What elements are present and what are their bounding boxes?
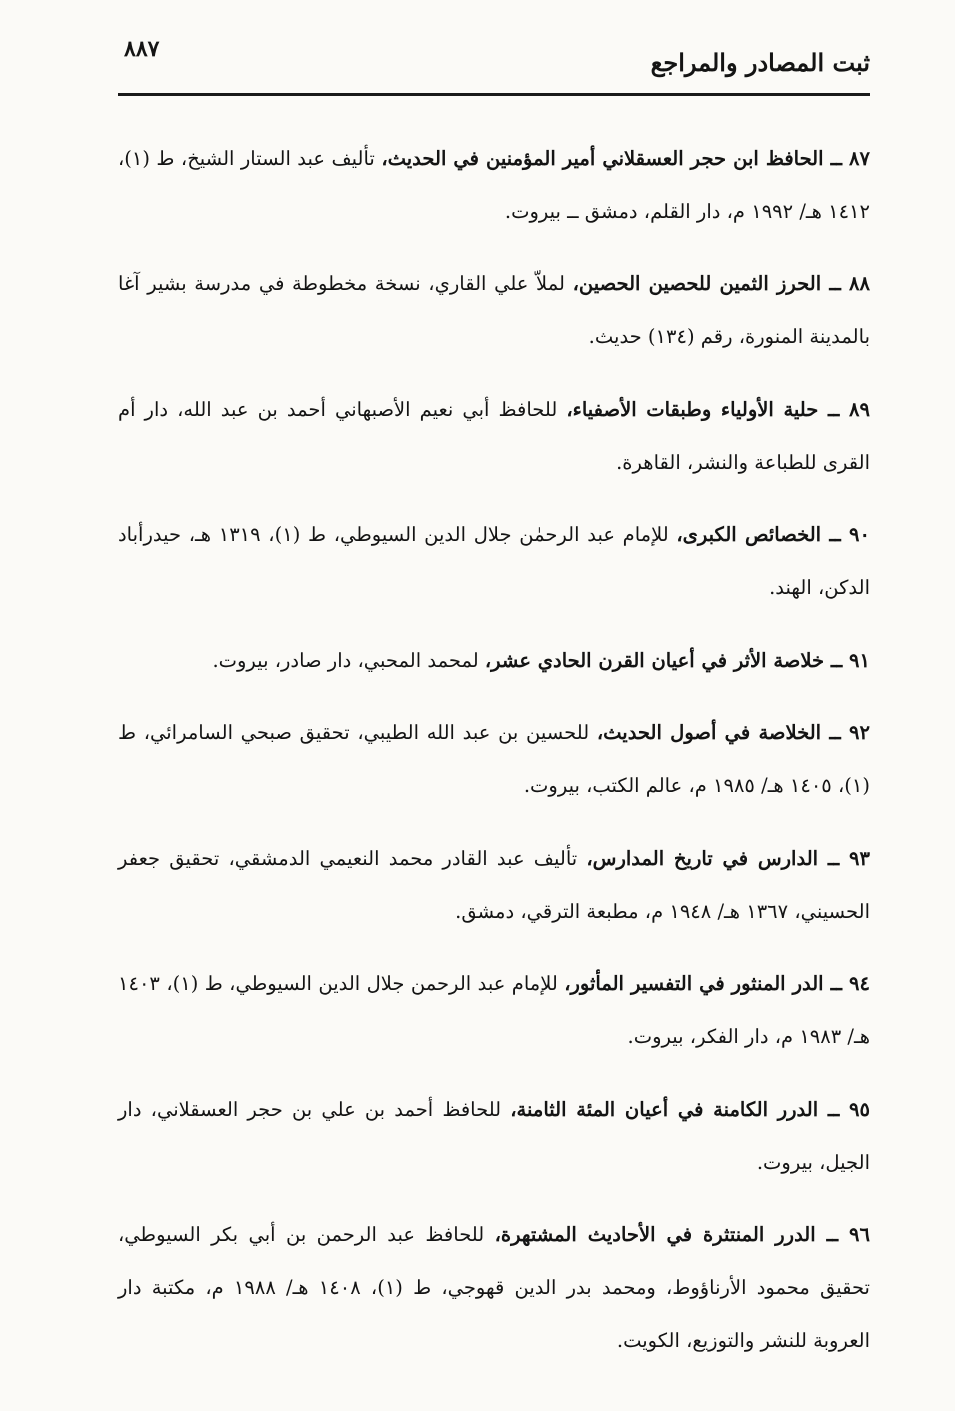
entry-details: للحافظ عبد الرحمن بن أبي بكر السيوطي، تحقيق محمود الأرناؤوط، ومحمد بدر الدين قهوجي، ط (١)، ١٤٠٨ هـ/ ١٩٨٨ م، مكتبة دار العروبة للنشر والتوزيع، الكويت. (118, 1223, 870, 1352)
page-number: ٨٨٧ (124, 36, 160, 62)
entry-number: ٨٨ (849, 272, 870, 295)
entry-title: حلية الأولياء وطبقات الأصفياء، (566, 397, 819, 421)
entry-number: ٩٣ (849, 846, 870, 870)
bibliography-entry: ٨٨ ــ الحرز الثمين للحصين الحصين، لملاّ علي القاري، نسخة مخطوطة في مدرسة بشير آغا بالمدينة المنورة، رقم (١٣٤) حديث. (118, 272, 870, 348)
entry-details: للحسين بن عبد الله الطيبي، تحقيق صبحي السامرائي، ط (١)، ١٤٠٥ هـ/ ١٩٨٥ م، عالم الكتب، بيروت. (118, 721, 870, 797)
bibliography-entry: ٩٣ ــ الدارس في تاريخ المدارس، تأليف عبد القادر محمد النعيمي الدمشقي، تحقيق جعفر الحسيني، ١٣٦٧ هـ/ ١٩٤٨ م، مطبعة الترقي، دمشق. (118, 846, 870, 923)
entry-title: الدارس في تاريخ المدارس، (586, 846, 819, 870)
entry-number: ٩٦ (849, 1223, 870, 1246)
header-rule (118, 93, 870, 96)
entry-number: ٩٢ (849, 721, 870, 744)
running-title: ثبت المصادر والمراجع (650, 48, 870, 77)
entry-details: تأليف عبد الستار الشيخ، ط (١)، ١٤١٢ هـ/ ١٩٩٢ م، دار القلم، دمشق ــ بيروت. (118, 146, 870, 223)
entry-details: تأليف عبد القادر محمد النعيمي الدمشقي، تحقيق جعفر الحسيني، ١٣٦٧ هـ/ ١٩٤٨ م، مطبعة الترقي، دمشق. (118, 846, 870, 923)
bibliography-entry: ٨٧ ــ الحافظ ابن حجر العسقلاني أمير المؤمنين في الحديث، تأليف عبد الستار الشيخ، ط (١)، ١٤١٢ هـ/ ١٩٩٢ م، دار القلم، دمشق ــ بيروت. (118, 146, 870, 223)
bibliography-list (118, 112, 870, 1373)
entry-title: الحرز الثمين للحصين الحصين، (572, 272, 822, 295)
entry-number: ٨٧ (849, 146, 870, 170)
entry-details: للحافظ أحمد بن علي بن حجر العسقلاني، دار الجيل، بيروت. (118, 1097, 870, 1174)
entry-details: للإمام عبد الرحمٰن جلال الدين السيوطي، ط (١)، ١٣١٩ هـ، حيدرأباد الدكن، الهند. (118, 523, 870, 599)
bibliography-entry: ٩٤ ــ الدر المنثور في التفسير المأثور، للإمام عبد الرحمن جلال الدين السيوطي، ط (١)، ١٤٠٣ هـ/ ١٩٨٣ م، دار الفكر، بيروت. (118, 972, 870, 1048)
bibliography-entry: ٩٢ ــ الخلاصة في أصول الحديث، للحسين بن عبد الله الطيبي، تحقيق صبحي السامرائي، ط (١)، ١٤٠٥ هـ/ ١٩٨٥ م، عالم الكتب، بيروت. (118, 721, 870, 797)
bibliography-entry: ٩١ ــ خلاصة الأثر في أعيان القرن الحادي عشر، لمحمد المحبي، دار صادر، بيروت. (212, 648, 870, 672)
entry-number: ٩٠ (849, 523, 870, 546)
entry-title: الحافظ ابن حجر العسقلاني أمير المؤمنين في الحديث، (381, 146, 824, 170)
entry-number: ٨٩ (849, 397, 870, 421)
bibliography-entry: ٨٩ ــ حلية الأولياء وطبقات الأصفياء، للحافظ أبي نعيم الأصبهاني أحمد بن عبد الله، دار أم القرى للطباعة والنشر، القاهرة. (118, 397, 870, 474)
entry-title: الدرر المنتثرة في الأحاديث المشتهرة، (494, 1223, 816, 1246)
page-header (118, 30, 870, 90)
entry-details: لملاّ علي القاري، نسخة مخطوطة في مدرسة بشير آغا بالمدينة المنورة، رقم (١٣٤) حديث. (118, 272, 870, 348)
entry-details: للحافظ أبي نعيم الأصبهاني أحمد بن عبد الله، دار أم القرى للطباعة والنشر، القاهرة. (118, 397, 870, 474)
bibliography-entry: ٩٦ ــ الدرر المنتثرة في الأحاديث المشتهرة، للحافظ عبد الرحمن بن أبي بكر السيوطي، تحقيق محمود الأرناؤوط، ومحمد بدر الدين قهوجي، ط (١)، ١٤٠٨ هـ/ ١٩٨٨ م، مكتبة دار العروبة للنشر والتوزيع، الكويت. (118, 1223, 870, 1352)
entry-details: لمحمد المحبي، دار صادر، بيروت. (212, 648, 485, 672)
entry-title: الخلاصة في أصول الحديث، (596, 721, 822, 744)
bibliography-entry: ٩٠ ــ الخصائص الكبرى، للإمام عبد الرحمٰن جلال الدين السيوطي، ط (١)، ١٣١٩ هـ، حيدرأباد الدكن، الهند. (118, 523, 870, 599)
entry-title: خلاصة الأثر في أعيان القرن الحادي عشر، (484, 648, 825, 672)
entry-number: ٩١ (849, 648, 870, 672)
entry-number: ٩٤ (849, 972, 870, 995)
entry-title: الخصائص الكبرى، (676, 523, 822, 546)
entry-title: الدر المنثور في التفسير المأثور، (564, 972, 824, 995)
entry-details: للإمام عبد الرحمن جلال الدين السيوطي، ط (١)، ١٤٠٣ هـ/ ١٩٨٣ م، دار الفكر، بيروت. (118, 972, 870, 1048)
entry-number: ٩٥ (849, 1097, 870, 1121)
entry-title: الدرر الكامنة في أعيان المئة الثامنة، (510, 1097, 819, 1121)
bibliography-entry: ٩٥ ــ الدرر الكامنة في أعيان المئة الثامنة، للحافظ أحمد بن علي بن حجر العسقلاني، دار الجيل، بيروت. (118, 1097, 870, 1174)
